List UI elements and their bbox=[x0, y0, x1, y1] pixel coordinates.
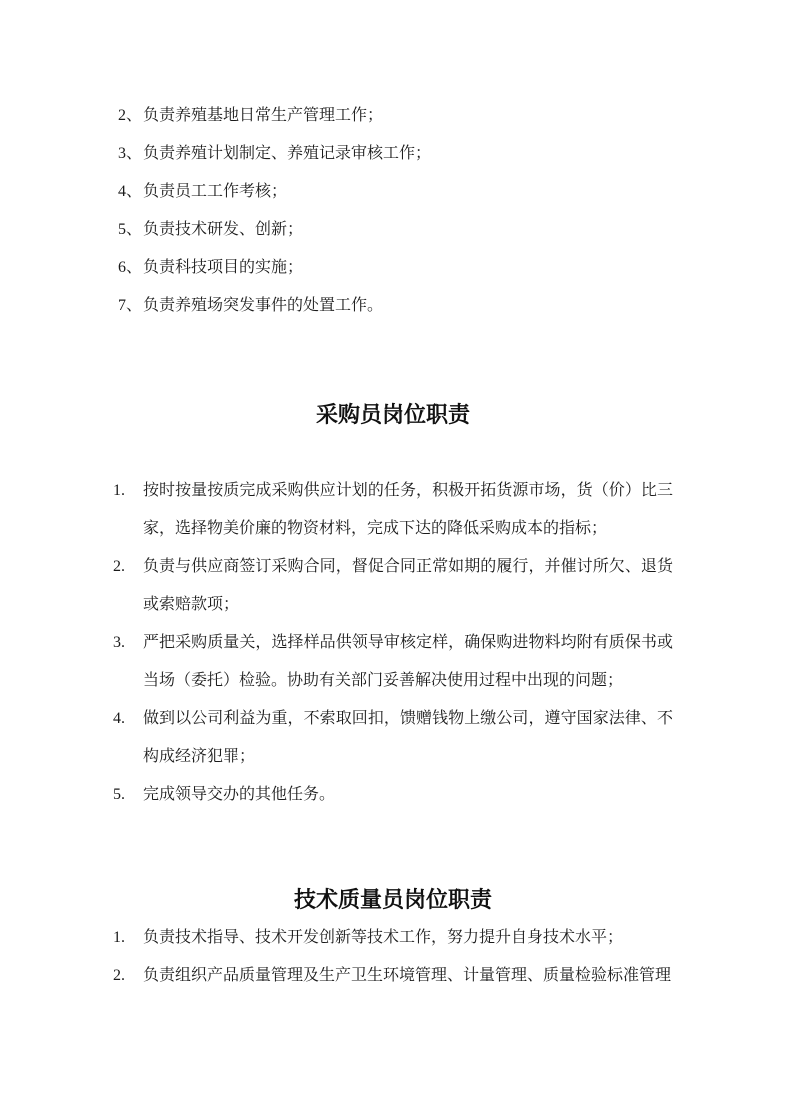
item-text: 负责技术指导、技术开发创新等技术工作，努力提升自身技术水平； bbox=[143, 929, 624, 946]
list-item bbox=[113, 624, 673, 700]
item-number: 3、 bbox=[118, 145, 143, 162]
list-item bbox=[113, 548, 673, 624]
list-item bbox=[113, 135, 673, 173]
item-number: 5、 bbox=[118, 221, 143, 238]
item-text: 负责组织产品质量管理及生产卫生环境管理、计量管理、质量检验标准管理 bbox=[143, 967, 672, 984]
quality-duties-list bbox=[113, 919, 673, 995]
item-text: 负责科技项目的实施； bbox=[143, 259, 304, 276]
item-number: 1. bbox=[113, 929, 125, 946]
list-item bbox=[113, 287, 673, 325]
item-text: 负责养殖基地日常生产管理工作； bbox=[143, 107, 384, 124]
item-number: 3. bbox=[113, 634, 125, 651]
item-text: 负责员工工作考核； bbox=[143, 183, 288, 200]
item-number: 5. bbox=[113, 786, 125, 803]
list-item bbox=[113, 472, 673, 548]
item-number: 1. bbox=[113, 482, 125, 499]
item-number: 4. bbox=[113, 710, 125, 727]
section-heading-quality: 技术质量员岗位职责 bbox=[293, 887, 492, 912]
purchaser-duties-list bbox=[113, 472, 673, 814]
item-text: 按时按量按质完成采购供应计划的任务，积极开拓货源市场，货（价）比三家，选择物美价廉的物资材料，完成下达的降低采购成本的指标； bbox=[143, 482, 673, 537]
list-item bbox=[113, 211, 673, 249]
document-content bbox=[113, 97, 673, 995]
item-number: 6、 bbox=[118, 259, 143, 276]
list-item bbox=[113, 249, 673, 287]
list-item bbox=[113, 957, 673, 995]
list-item bbox=[113, 919, 673, 957]
list-item bbox=[113, 776, 673, 814]
item-number: 2. bbox=[113, 967, 125, 984]
list-item bbox=[113, 700, 673, 776]
item-text: 严把采购质量关，选择样品供领导审核定样，确保购进物料均附有质保书或当场（委托）检验。协助有关部门妥善解决使用过程中出现的问题； bbox=[143, 634, 673, 689]
item-text: 负责养殖场突发事件的处置工作。 bbox=[143, 297, 384, 314]
item-text: 负责养殖计划制定、养殖记录审核工作； bbox=[143, 145, 432, 162]
item-text: 做到以公司利益为重，不索取回扣，馈赠钱物上缴公司，遵守国家法律、不构成经济犯罪； bbox=[143, 710, 673, 765]
item-number: 7、 bbox=[118, 297, 143, 314]
list-item bbox=[113, 173, 673, 211]
item-number: 4、 bbox=[118, 183, 143, 200]
manager-duties-list bbox=[113, 97, 673, 325]
item-number: 2. bbox=[113, 558, 125, 575]
item-number: 2、 bbox=[118, 107, 143, 124]
list-item bbox=[113, 97, 673, 135]
item-text: 负责技术研发、创新； bbox=[143, 221, 304, 238]
section-heading-purchaser: 采购员岗位职责 bbox=[315, 402, 470, 427]
item-text: 负责与供应商签订采购合同，督促合同正常如期的履行，并催讨所欠、退货或索赔款项； bbox=[143, 558, 673, 613]
item-text: 完成领导交办的其他任务。 bbox=[143, 786, 336, 803]
